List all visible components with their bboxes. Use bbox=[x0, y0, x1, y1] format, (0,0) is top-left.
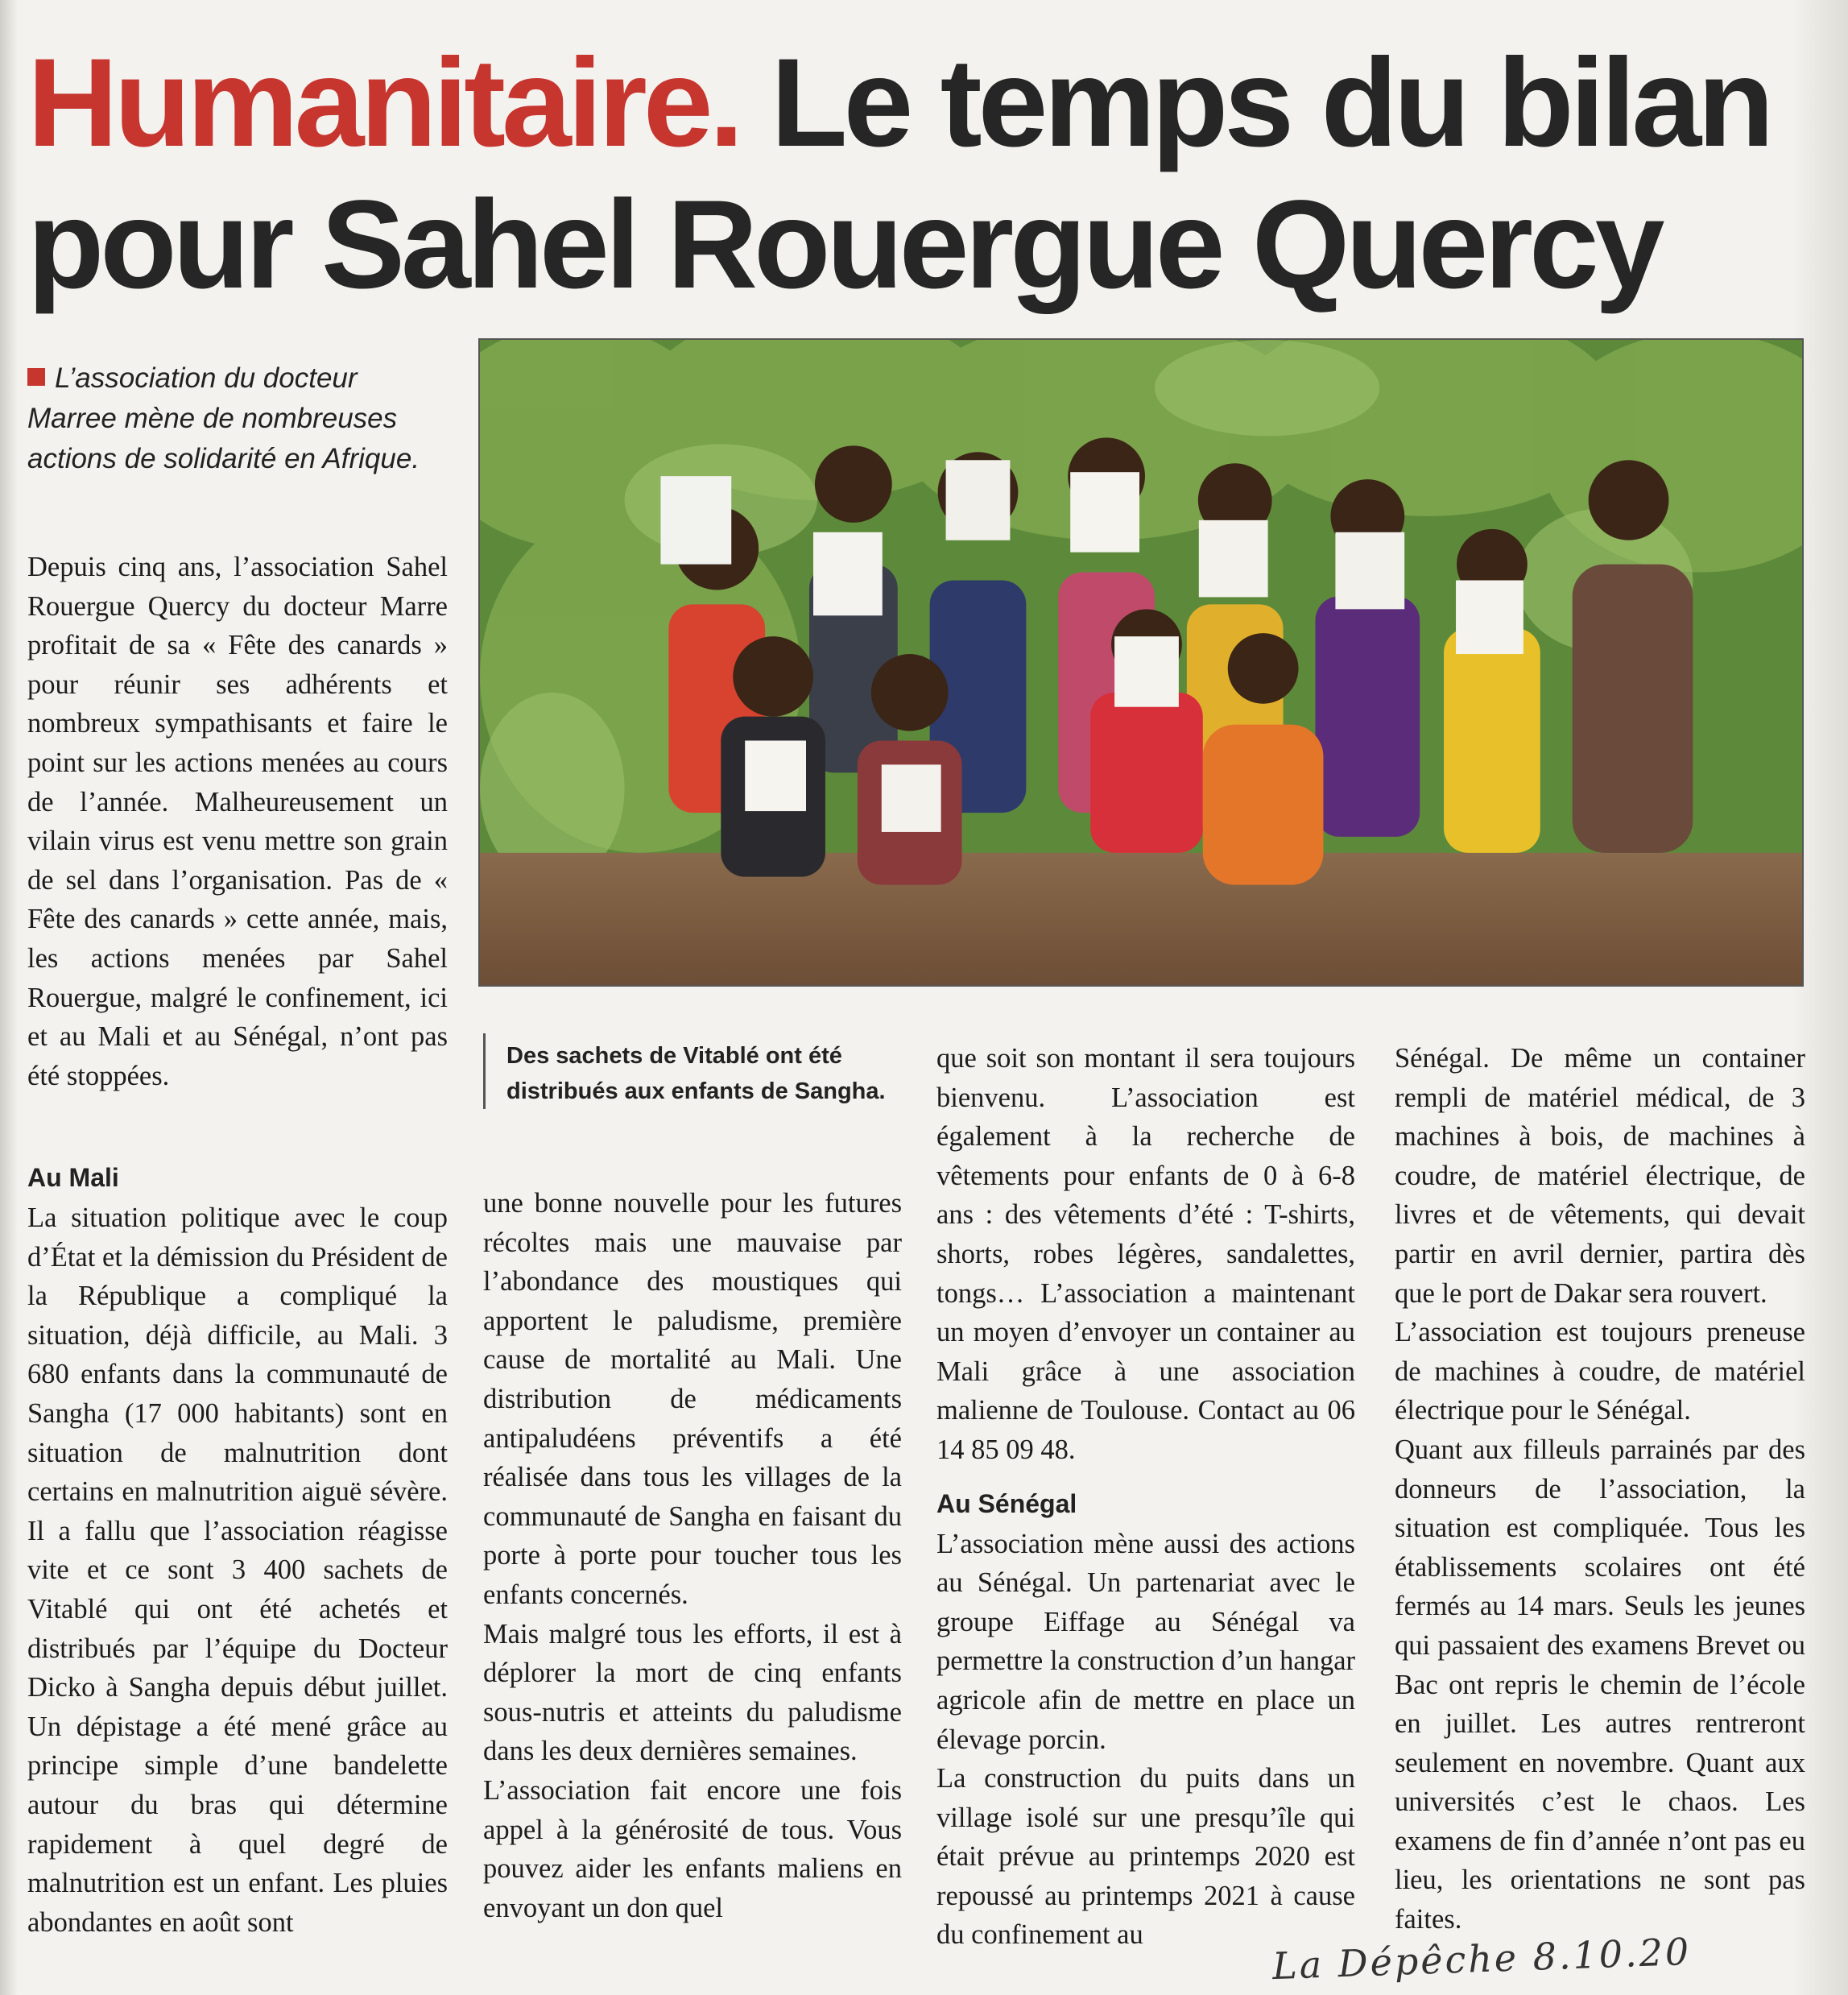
lede-text: L’association du docteur Marree mène de nombreuses actions de solidarité en Afrique. bbox=[27, 362, 420, 474]
mali-paragraph-4: L’association fait encore une fois appel à la générosité de tous. Vous pouvez aider les enfants maliens en envoyant un don quel bbox=[483, 1774, 902, 1923]
article-column-2 bbox=[483, 1184, 902, 1927]
article-column-1 bbox=[27, 1144, 448, 1942]
mali-paragraph-1: La situation politique avec le coup d’État et la démission du Président de la République a compliqué la situation, déjà difficile, au Mali. 3 680 enfants dans la communauté de Sangha (17 000 habitants) sont en situation de malnutrition dont certains en malnutrition aiguë sévère. Il a fallu que l’association réagisse vite et ce sont 3 400 sachets de Vitablé qui ont été achetés et distribués par l’équipe du Docteur Dicko à Sangha depuis début juillet. Un dépistage a été mené grâce au principe simple d’une bandelette autour du bras qui détermine rapidement à quel degré de malnutrition est un enfant. Les pluies abondantes en août sont bbox=[27, 1202, 448, 1938]
page-edge-left bbox=[0, 0, 18, 1995]
mali-paragraph-5: que soit son montant il sera toujours bienvenu. L’association est également à la recherche de vêtements pour enfants de 0 à 6-8 ans : des vêtements d’été : T-shirts, shorts, robes légères, sandalettes, tongs… L’association a maintenant un moyen d’envoyer un container au Mali grâce à une association malienne de Toulouse. Contact au 06 14 85 09 48. bbox=[936, 1043, 1355, 1465]
article-column-4 bbox=[1395, 1039, 1805, 1939]
article-intro-column bbox=[27, 548, 448, 1095]
senegal-paragraph-2: La construction du puits dans un village isolé sur une presqu’île qui était prévue au printemps 2020 est repoussé au printemps 2021 à cause du confinement au bbox=[936, 1763, 1355, 1951]
mali-paragraph-3: Mais malgré tous les efforts, il est à déplorer la mort de cinq enfants sous-nutris et atteints du paludisme dans les deux dernières semaines. bbox=[483, 1618, 902, 1767]
section-heading-senegal: Au Sénégal bbox=[936, 1488, 1077, 1518]
senegal-paragraph-5: Quant aux filleuls parrainés par des donneurs de l’association, la situation est compliquée. Tous les établissements scolaires ont été fermés au 14 mars. Seuls les jeunes qui passaient des examens Brevet ou Bac ont repris le chemin de l’école en juillet. Les autres rentreront seulement en novembre. Quant aux universités c’est le chaos. Les examens de fin d’année n’ont pas eu lieu, les orientations ne sont pas faites. bbox=[1395, 1434, 1805, 1935]
article-lede bbox=[27, 358, 446, 479]
senegal-paragraph-1: L’association mène aussi des actions au Sénégal. Un partenariat avec le groupe Eiffage au Sénégal va permettre la construction d’un hangar agricole afin de mettre en place un élevage porcin. bbox=[936, 1528, 1355, 1755]
lede-bullet-icon bbox=[27, 368, 45, 386]
handwritten-signature-annotation: La Dépêche 8.10.20 bbox=[1271, 1929, 1692, 1989]
senegal-paragraph-3: Sénégal. De même un container rempli de matériel médical, de 3 machines à bois, de machines à coudre, de matériel électrique, de livres et de vêtements, qui devait partir en avril dernier, partira dès que le port de Dakar sera rouvert. bbox=[1395, 1043, 1805, 1309]
article-column-3 bbox=[936, 1039, 1355, 1955]
article-headline bbox=[27, 32, 1799, 316]
article-photo bbox=[478, 338, 1804, 987]
section-heading-mali: Au Mali bbox=[27, 1163, 119, 1192]
headline-line-2: pour Sahel Rouergue Quercy bbox=[27, 175, 1661, 315]
photo-caption: Des sachets de Vitablé ont été distribués aux enfants de Sangha. bbox=[483, 1033, 902, 1109]
mali-paragraph-2: une bonne nouvelle pour les futures récoltes mais une mauvaise par l’abondance des moustiques qui apportent le paludisme, première cause de mortalité au Mali. Une distribution de médicaments antipaludéens préventifs a été réalisée dans tous les villages de la communauté de Sangha en faisant du porte à porte pour toucher tous les enfants concernés. bbox=[483, 1188, 902, 1610]
headline-line-1: Le temps du bilan bbox=[771, 33, 1771, 173]
senegal-paragraph-4: L’association est toujours preneuse de machines à coudre, de matériel électrique pour le Sénégal. bbox=[1395, 1317, 1805, 1426]
intro-paragraph: Depuis cinq ans, l’association Sahel Rouergue Quercy du docteur Marre profitait de sa « Fête des canards » pour réunir ses adhérents et nombreux sympathisants et faire le point sur les actions menées au cours de l’année. Malheureusement un vilain virus est venu mettre son grain de sel dans l’organisation. Pas de « Fête des canards » cette année, mais, les actions menées par Sahel Rouergue, malgré le confinement, ici et au Mali et au Sénégal, n’ont pas été stoppées. bbox=[27, 552, 448, 1091]
children-holding-sachets-illustration bbox=[480, 340, 1802, 985]
headline-rubric: Humanitaire. bbox=[27, 33, 740, 173]
